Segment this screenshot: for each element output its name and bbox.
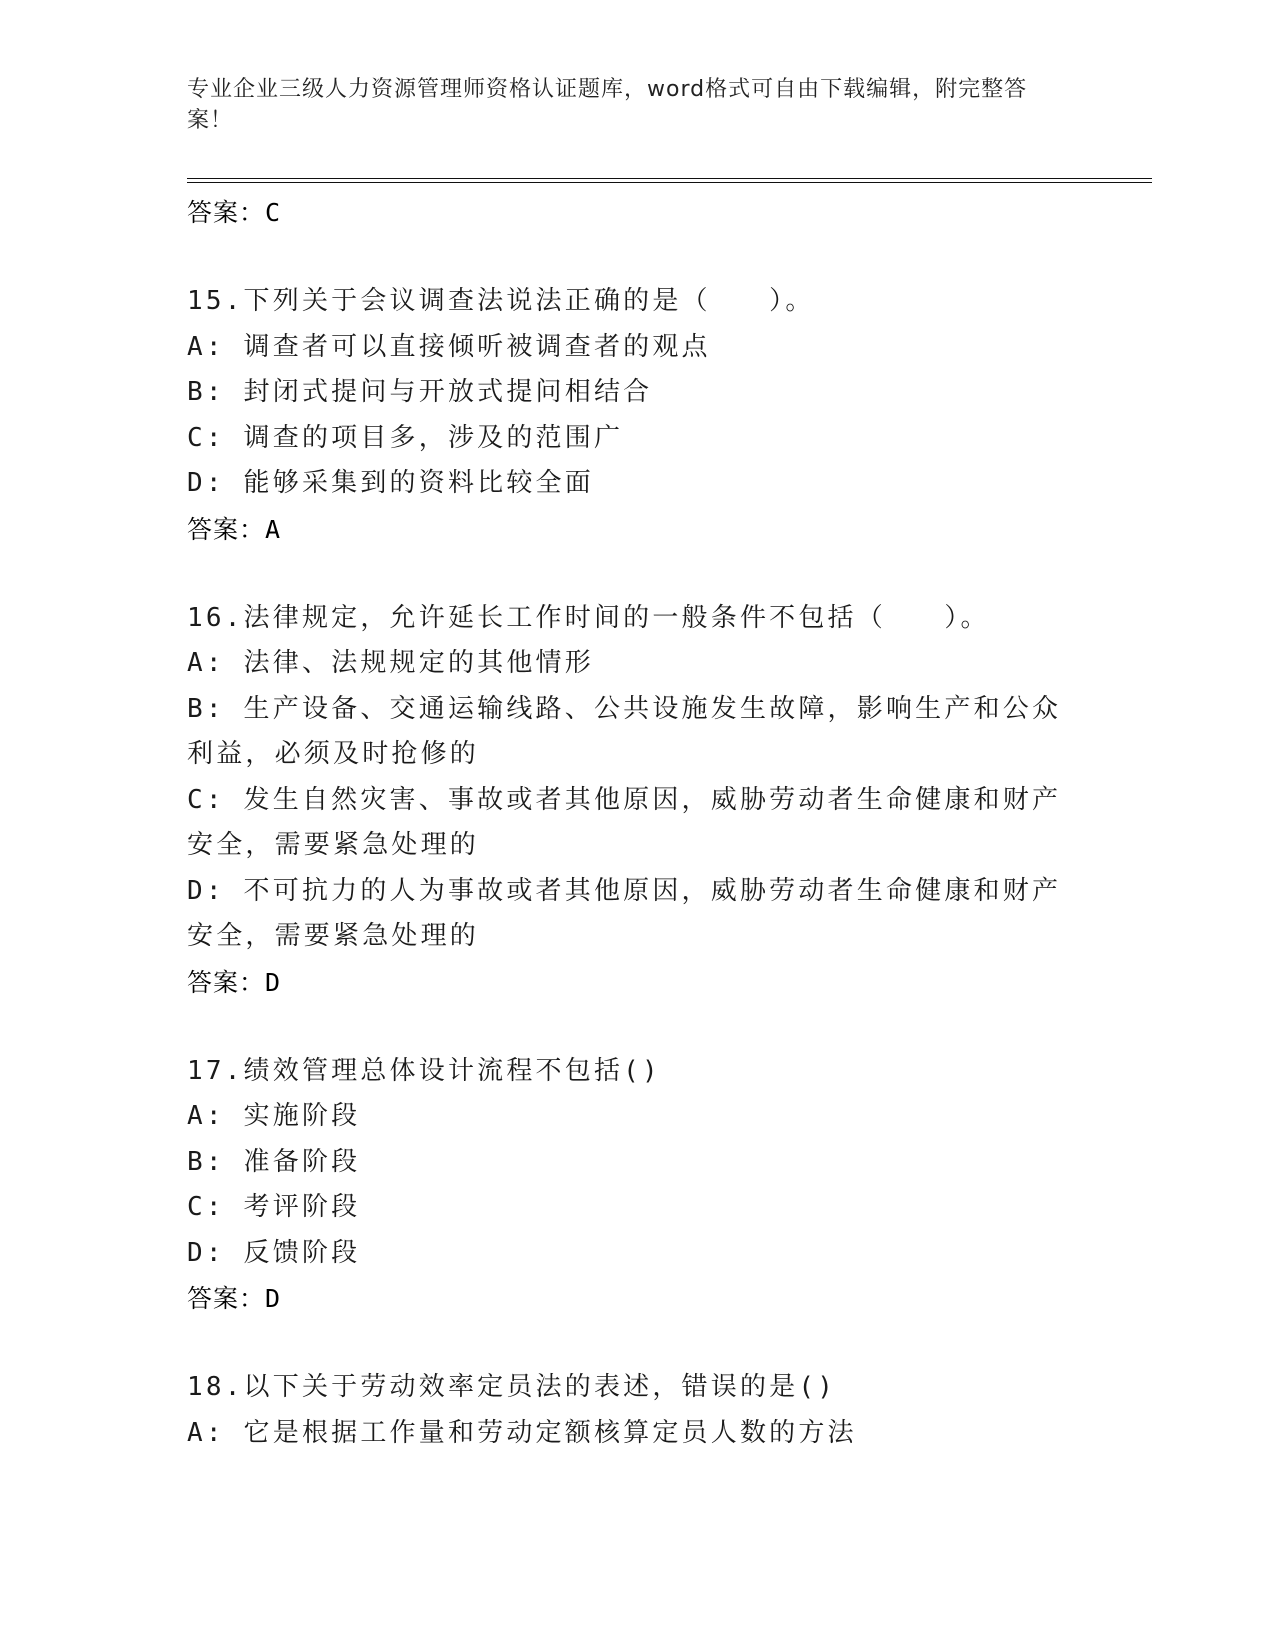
option-a: A: 法律、法规规定的其他情形 (187, 648, 594, 678)
question-text: 15.下列关于会议调查法说法正确的是（ ）。 (187, 286, 815, 316)
answer-label: 答案： (187, 967, 266, 997)
answer-line (187, 507, 1087, 552)
header-rule-bottom (187, 182, 1152, 183)
option-a: A: 它是根据工作量和劳动定额核算定员人数的方法 (187, 1417, 857, 1448)
answer-label: 答案： (187, 514, 266, 544)
option-d: D: 不可抗力的人为事故或者其他原因，威胁劳动者生命健康和财产安全，需要紧急处理的 (187, 875, 1062, 951)
option-b: B: 封闭式提问与开放式提问相结合 (187, 377, 653, 407)
question-text: 17.绩效管理总体设计流程不包括() (187, 1055, 661, 1086)
answer-value: C (265, 198, 282, 227)
option-a: A: 调查者可以直接倾听被调查者的观点 (187, 331, 711, 362)
answer-label: 答案： (187, 1284, 266, 1313)
answer-line (187, 190, 1087, 235)
answer-value: D (265, 967, 282, 997)
question-block-17 (187, 1049, 1087, 1322)
question-text: 18.以下关于劳动效率定员法的表述，错误的是() (187, 1372, 837, 1402)
option-d: D: 反馈阶段 (187, 1237, 361, 1268)
option-c: C: 调查的项目多，涉及的范围广 (187, 422, 624, 453)
option-d: D: 能够采集到的资料比较全面 (187, 468, 594, 498)
answer-line (187, 1276, 1087, 1321)
option-c: C: 考评阶段 (187, 1192, 361, 1222)
answer-label: 答案： (187, 198, 266, 227)
header-rule-top (187, 178, 1152, 179)
answer-value: D (265, 1284, 282, 1313)
question-text: 16.法律规定，允许延长工作时间的一般条件不包括（ ）。 (187, 602, 990, 633)
answer-line (187, 960, 1087, 1005)
option-b: B: 生产设备、交通运输线路、公共设施发生故障，影响生产和公众利益，必须及时抢修的 (187, 693, 1062, 769)
option-b: B: 准备阶段 (187, 1146, 361, 1177)
question-block-15 (187, 279, 1087, 552)
option-a: A: 实施阶段 (187, 1101, 361, 1131)
question-list (187, 190, 1087, 1456)
document-header: 专业企业三级人力资源管理师资格认证题库，word格式可自由下载编辑，附完整答案！ (187, 77, 1028, 133)
question-block-18 (187, 1365, 1087, 1456)
question-block-16 (187, 596, 1087, 1005)
option-c: C: 发生自然灾害、事故或者其他原因，威胁劳动者生命健康和财产安全，需要紧急处理的 (187, 784, 1062, 860)
answer-value: A (265, 514, 282, 544)
